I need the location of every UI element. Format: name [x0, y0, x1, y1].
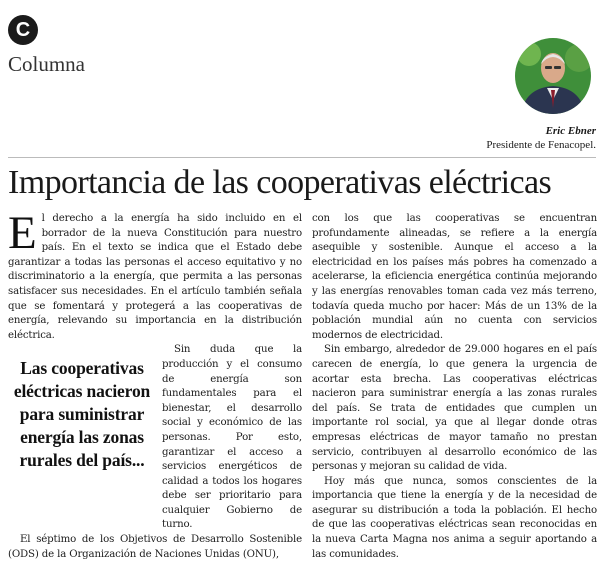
pull-quote: Las cooperativas eléctricas nacieron para suministrar energía las zonas rurales del país... [13, 358, 151, 471]
section-label: Columna [8, 52, 85, 76]
header-divider [8, 157, 596, 158]
article-paragraph: El séptimo de los Objetivos de Desarrollo Sostenible (ODS) de la Organización de Naciones Unidas (ONU), [8, 534, 302, 560]
article-paragraph: Sin duda que la producción y el consumo de energía son fundamentales para el bienestar, el desarrollo social y económico de las personas. Por esto, garantizar el acceso a servicios energéticos de calidad a todos los hogares debe ser prioritario para cualquier Gobierno de turno. [162, 344, 302, 531]
article-paragraph: El derecho a la energía ha sido incluido en el borrador de la nueva Constitución para nuestro país. En el texto se indica que el Estado debe garantizar a todas las personas el acceso equitativo y no discriminatorio a la energía, que permita a las personas satisfacer sus necesidades. En el artículo también señala que se fomentará y protegerá a las cooperativas de energía, relevando su importancia en la distribución eléctrica. [8, 207, 302, 341]
article-paragraph: Hoy más que nunca, somos conscientes de la importancia que tiene la energía y de la necesidad de asegurar su distribución a toda la población. El hecho de que las cooperativas eléctricas sean reconocidas en la nueva Carta Magna nos anima a seguir aportando a las comunidades. [312, 475, 597, 560]
author-role: Presidente de Fenacopel. [486, 139, 596, 151]
article-title: Importancia de las cooperativas eléctricas [8, 164, 552, 201]
article-paragraph: Sin embargo, alrededor de 29.000 hogares en el país carecen de energía, lo que genera la urgencia de acortar esta brecha. Las cooperativas eléctricas nacieron para suministrar energía a las zonas rurales del país. Se trata de entidades que cumplen un importante rol social, ya que al llegar donde otras empresas eléctricas de mayor tamaño no prestan servicio, contribuyen al desarrollo económico de las personas y mejoran su calidad de vida. [312, 344, 597, 473]
author-byline [486, 124, 596, 152]
article-paragraph: con los que las cooperativas se encuentran profundamente alineadas, se refiere a la energía asequible y sostenible. Aunque el acceso a la electricidad en los países más pobres ha comenzado a acelerarse, la eficiencia energética continúa mejorando y las energías renovables toman cada vez más terreno, todavía queda mucho por hacer: Más de un 13% de la población mundial aún no cuenta con servicios modernos de electricidad. [312, 213, 597, 341]
author-photo [515, 38, 591, 114]
article-left-column [8, 207, 302, 562]
article-right-column [312, 212, 597, 562]
author-portrait-image [515, 38, 591, 114]
drop-cap: E [8, 207, 37, 259]
column-badge: C [8, 15, 38, 45]
author-name: Eric Ebner [545, 125, 596, 137]
